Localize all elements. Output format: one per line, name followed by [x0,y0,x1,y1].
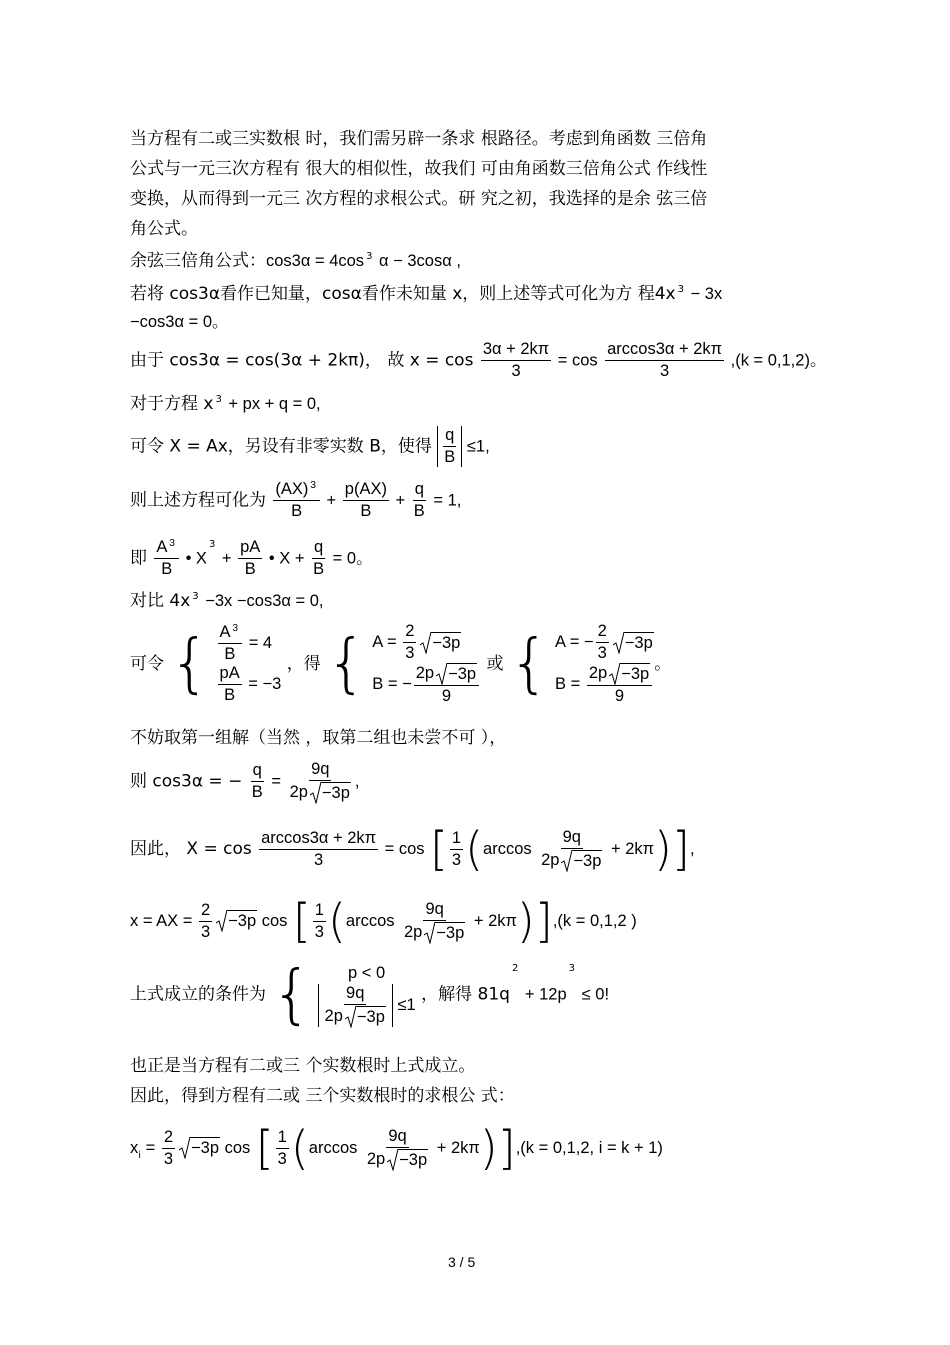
choose-first-solution: 不妨取第一组解（当然 ，取第二组也未尝不可 ）， [130,728,507,748]
substitution-text: 若将 cos3α看作已知量，cosα看作未知量 x，则上述等式可化为方 程4x $^3$ − 3x [130,284,723,304]
coefficient-system: 可令 { $\frac{A ^3}{B}$ = 4 $\frac{pA}{B}$ = −3 ，得 { A = $\frac{2}{3}$ −3p B = − 2p −3p 9 或 { A = − $\frac{2}{3}$ −3p B = 2p −3p 9 。 [130,622,672,705]
normalized-equation: 即 $\frac{A ^3}{B}$ • $X^3$ + $\frac{pA}{B}$ • X + $\frac{q}{B}$ = 0。 [130,538,373,578]
substitution-text-cont: −cos3α = 0。 [130,313,229,331]
comparison-equation: 对比 4x $^3$ −3x −cos3α = 0, [130,591,324,611]
X-solution: 因此， X = cos $\frac{\arccos 3\alpha + 2k\pi}{3}$ = cos [ $\frac{1}{3}$ (arccos 9q 2p −3p + 2kπ)], [130,822,695,876]
condition-explanation: 也正是当方程有二或三 个实数根时上式成立。 [130,1056,476,1076]
paragraph-line: 角公式。 [130,219,198,239]
x-solution: x = AX = $\frac{2}{3}$ −3p cos [ $\frac{1}{3}$ (arccos 9q 2p −3p + 2kπ)],(k = 0,1,2 ) [130,894,637,948]
page-number: 3 / 5 [448,1254,476,1270]
arccos-solution: 由于 cos3α = cos(3α + 2kπ)， 故 x = cos $\frac{3\alpha + 2k\pi}{3}$ = cos $\frac{\arccos 3\alpha + 2k\pi}{3}$ ,(k = 0,1,2)。 [130,340,827,380]
paragraph-line: 公式与一元三次方程有 很大的相似性，故我们 可由角函数三倍角公式 作线性 [130,159,708,179]
root-formula-intro: 因此，得到方程有二或 三个实数根时的求根公 式： [130,1086,515,1106]
paragraph-line: 变换，从而得到一元三 次方程的求根公式。研 究之初，我选择的是余 弦三倍 [130,189,708,209]
validity-condition: 上式成立的条件为 { p < 0 9q 2p −3p ≤1 ，解得 $81q^2 + 12p^3 \le 0$! [130,957,610,1032]
substitution-x: 可令 X = Ax，另设有非零实数 B，使得 $\frac{q}{B}$ ≤1, [130,426,490,466]
cos-triple-formula: 余弦三倍角公式：cos3α = 4cos $^3$ α − 3cosα , [130,251,461,271]
cubic-equation: 对于方程 x $^3$ + px + q = 0, [130,394,321,414]
root-formula: $x_i$ = $\frac{2}{3}$ −3p cos [ $\frac{1}{3}$ (arccos 9q 2p −3p + 2kπ)],(k = 0,1,2, i = k + 1) [130,1121,663,1175]
cos-expression: 则 cos3α = − $\frac{q}{B}$ = 9q 2p −3p , [130,760,360,802]
transformed-equation: 则上述方程可化为 $\frac{(AX) ^3}{B}$ + $\frac{p(AX)}{B}$ + $\frac{q}{B}$ = 1, [130,480,462,520]
paragraph-line: 当方程有二或三实数根 时，我们需另辟一条求 根路径。考虑到角函数 三倍角 [130,129,708,149]
